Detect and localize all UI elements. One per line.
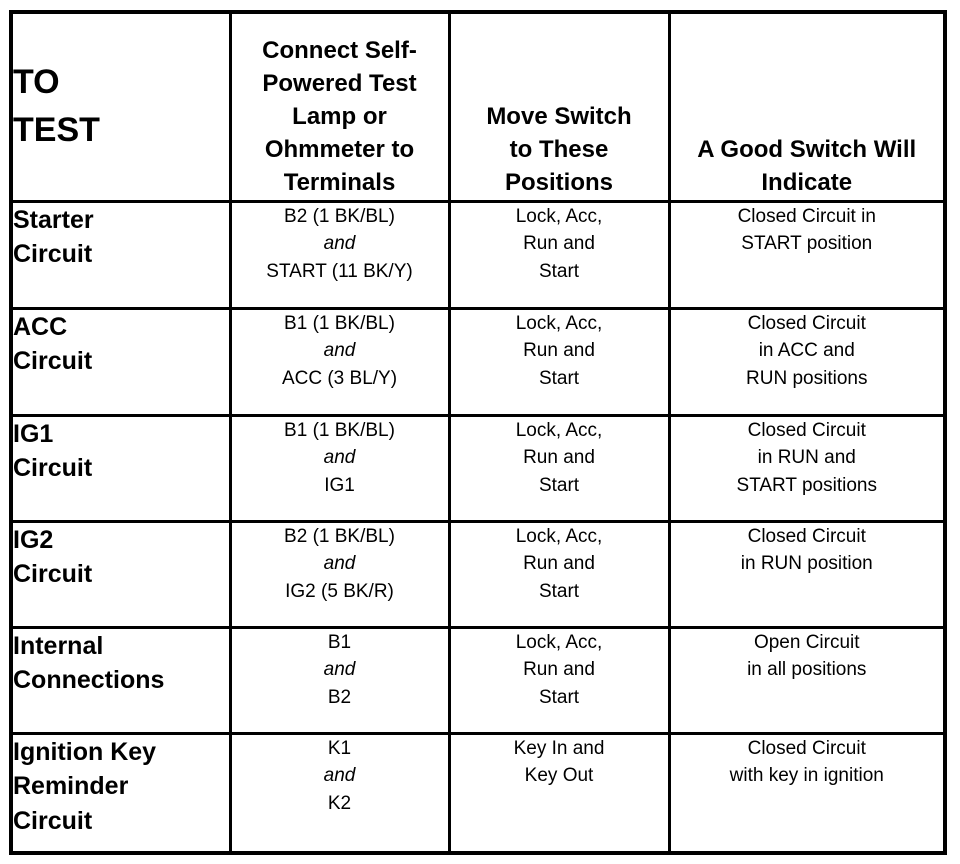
indicate-line: START position	[741, 233, 873, 255]
header-line: A Good Switch Will	[697, 136, 917, 164]
table-row	[11, 733, 945, 853]
table-row	[11, 627, 945, 733]
table-row	[11, 415, 945, 521]
terminals-line: B2 (1 BK/BL)	[284, 205, 395, 227]
positions-cell	[449, 627, 669, 733]
indicate-line: Closed Circuit	[747, 737, 866, 759]
header-row	[11, 12, 945, 201]
positions-cell	[449, 521, 669, 627]
indicate-line: in RUN and	[757, 447, 856, 469]
positions-line: Key Out	[524, 765, 594, 787]
test-name-cell	[11, 733, 230, 853]
header-to-test	[11, 12, 230, 201]
positions-line: Run and	[523, 340, 595, 362]
terminals-cell	[230, 733, 449, 853]
test-name-line: Circuit	[13, 240, 93, 268]
header-line: to These	[509, 136, 609, 164]
test-name-line: Circuit	[13, 347, 93, 375]
header-line: TEST	[13, 110, 100, 149]
positions-line: Lock, Acc,	[515, 419, 603, 441]
terminals-line: K2	[327, 792, 352, 814]
indicate-line: with key in ignition	[729, 765, 884, 787]
test-name-line: Reminder	[13, 772, 129, 800]
indicate-line: RUN positions	[746, 367, 868, 389]
indicate-line: Closed Circuit	[747, 419, 866, 441]
terminals-line: IG1	[324, 474, 355, 496]
test-name-line: Internal	[13, 631, 104, 660]
terminals-cell	[230, 521, 449, 627]
test-name-cell	[11, 201, 230, 308]
header-line: Positions	[504, 169, 613, 197]
test-name-cell	[11, 308, 230, 415]
positions-line: Run and	[523, 659, 595, 681]
indicate-cell	[669, 521, 945, 627]
positions-line: Lock, Acc,	[515, 525, 603, 547]
terminals-and: and	[323, 765, 356, 787]
positions-cell	[449, 415, 669, 521]
indicate-cell	[669, 308, 945, 415]
positions-line: Start	[538, 580, 580, 602]
table-row	[11, 201, 945, 308]
positions-cell	[449, 201, 669, 308]
test-name-cell	[11, 627, 230, 733]
test-name-line: IG2	[13, 525, 54, 554]
switch-test-table	[9, 10, 947, 855]
header-line: Lamp or	[292, 103, 387, 131]
positions-line: Run and	[523, 447, 595, 469]
indicate-line: in ACC and	[758, 340, 855, 362]
positions-line: Lock, Acc,	[515, 631, 603, 653]
header-line: Move Switch	[486, 103, 632, 131]
terminals-and: and	[323, 659, 356, 681]
terminals-cell	[230, 415, 449, 521]
header-line: Powered Test	[262, 70, 417, 98]
terminals-cell	[230, 201, 449, 308]
indicate-line: in RUN position	[740, 553, 873, 575]
terminals-line: B2 (1 BK/BL)	[284, 525, 395, 547]
indicate-line: Closed Circuit in	[737, 205, 876, 227]
positions-line: Start	[538, 686, 580, 708]
test-name-line: Circuit	[13, 454, 93, 482]
positions-line: Start	[538, 474, 580, 496]
positions-line: Lock, Acc,	[515, 312, 603, 334]
test-name-line: ACC	[13, 312, 68, 341]
test-name-line: Circuit	[13, 560, 93, 588]
terminals-line: B2	[327, 686, 352, 708]
terminals-line: IG2 (5 BK/R)	[285, 580, 394, 602]
table-row	[11, 521, 945, 627]
header-move-switch	[449, 12, 669, 201]
test-name-cell	[11, 415, 230, 521]
indicate-cell	[669, 201, 945, 308]
terminals-line: ACC (3 BL/Y)	[281, 367, 398, 389]
positions-line: Start	[538, 367, 580, 389]
table-row	[11, 308, 945, 415]
test-name-line: Starter	[13, 205, 94, 234]
positions-line: Key In and	[513, 737, 605, 759]
test-name-line: Ignition Key	[13, 737, 157, 766]
positions-cell	[449, 308, 669, 415]
indicate-line: in all positions	[747, 659, 867, 681]
terminals-line: B1 (1 BK/BL)	[284, 419, 395, 441]
header-good-switch	[669, 12, 945, 201]
header-line: TO	[13, 63, 60, 102]
header-line: Indicate	[761, 169, 853, 197]
header-connect-terminals	[230, 12, 449, 201]
positions-line: Lock, Acc,	[515, 205, 603, 227]
header-line: Ohmmeter to	[264, 136, 415, 164]
indicate-line: Closed Circuit	[747, 525, 866, 547]
test-name-line: Connections	[13, 666, 165, 694]
terminals-line: START (11 BK/Y)	[266, 260, 413, 282]
positions-line: Start	[538, 260, 580, 282]
test-name-cell	[11, 521, 230, 627]
terminals-and: and	[323, 233, 356, 255]
positions-line: Run and	[523, 233, 595, 255]
terminals-line: B1	[327, 631, 352, 653]
indicate-line: Open Circuit	[753, 631, 860, 653]
terminals-line: B1 (1 BK/BL)	[284, 312, 395, 334]
test-name-line: Circuit	[13, 806, 93, 835]
test-name-line: IG1	[13, 419, 54, 448]
terminals-cell	[230, 308, 449, 415]
terminals-and: and	[323, 340, 356, 362]
terminals-cell	[230, 627, 449, 733]
terminals-line: K1	[327, 737, 352, 759]
terminals-and: and	[323, 447, 356, 469]
header-line: Terminals	[283, 169, 396, 197]
positions-line: Run and	[523, 553, 595, 575]
header-line: Connect Self-	[262, 36, 417, 64]
indicate-line: Closed Circuit	[747, 312, 866, 334]
positions-cell	[449, 733, 669, 853]
indicate-line: START positions	[736, 474, 877, 496]
indicate-cell	[669, 415, 945, 521]
indicate-cell	[669, 627, 945, 733]
terminals-and: and	[323, 553, 356, 575]
indicate-cell	[669, 733, 945, 853]
